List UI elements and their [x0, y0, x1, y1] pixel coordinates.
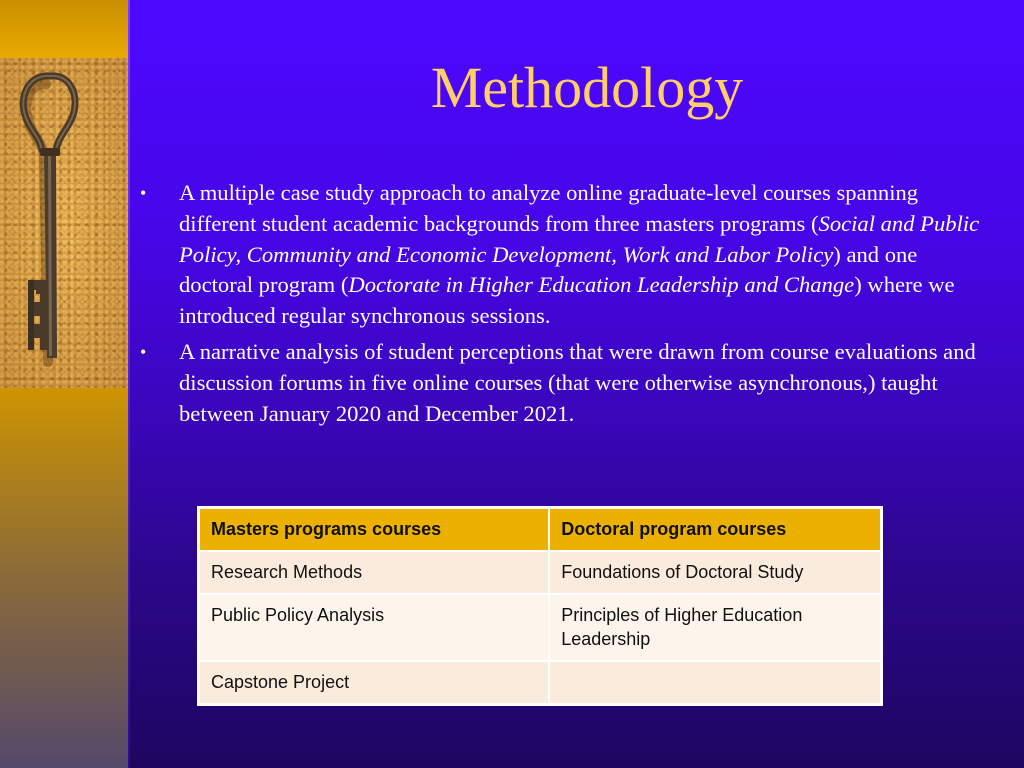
table-row — [199, 551, 881, 594]
table-cell — [549, 661, 881, 704]
slide-title: Methodology — [430, 55, 744, 120]
bullet-italic-doctoral-program: Doctorate in Higher Education Leadership and Change — [348, 272, 855, 298]
bullet-text: ) where we introduced regular synchronous sessions. — [179, 272, 955, 329]
bullet-text: ) and one doctoral program ( — [179, 241, 918, 298]
bullet-item-narrative-analysis — [140, 337, 990, 429]
bullet-text: A narrative analysis of student perceptions that were drawn from course evaluations and discussion forums in five online courses (that were otherwise asynchronous,) taught between January 2020 and December 2021. — [179, 338, 976, 426]
bullet-italic-masters-programs: Social and Public Policy, Community and Economic Development, Work and Labor Policy — [179, 210, 980, 267]
bullet-marker: • — [140, 341, 147, 362]
table-cell: Foundations of Doctoral Study — [549, 551, 881, 594]
table-cell: Public Policy Analysis — [199, 594, 549, 661]
bullet-item-case-study — [140, 178, 990, 332]
key-on-sand-photo — [0, 58, 128, 388]
table-cell: Research Methods — [199, 551, 549, 594]
table-row — [199, 594, 881, 661]
table-header-row — [199, 508, 881, 551]
bullet-list — [140, 178, 990, 434]
bullet-marker: • — [140, 183, 147, 203]
column-header-masters: Masters programs courses — [199, 508, 549, 551]
courses-table — [198, 507, 882, 705]
table-cell: Capstone Project — [199, 661, 549, 704]
key-icon — [0, 58, 128, 388]
bullet-text: A multiple case study approach to analyze online graduate-level courses spanning different student academic backgrounds from three masters programs ( — [179, 180, 919, 236]
table-row — [199, 661, 881, 704]
strip-top-band — [0, 0, 128, 58]
left-decorative-strip — [0, 0, 128, 768]
table-cell: Principles of Higher Education Leadership — [549, 594, 881, 661]
column-header-doctoral: Doctoral program courses — [549, 508, 881, 551]
